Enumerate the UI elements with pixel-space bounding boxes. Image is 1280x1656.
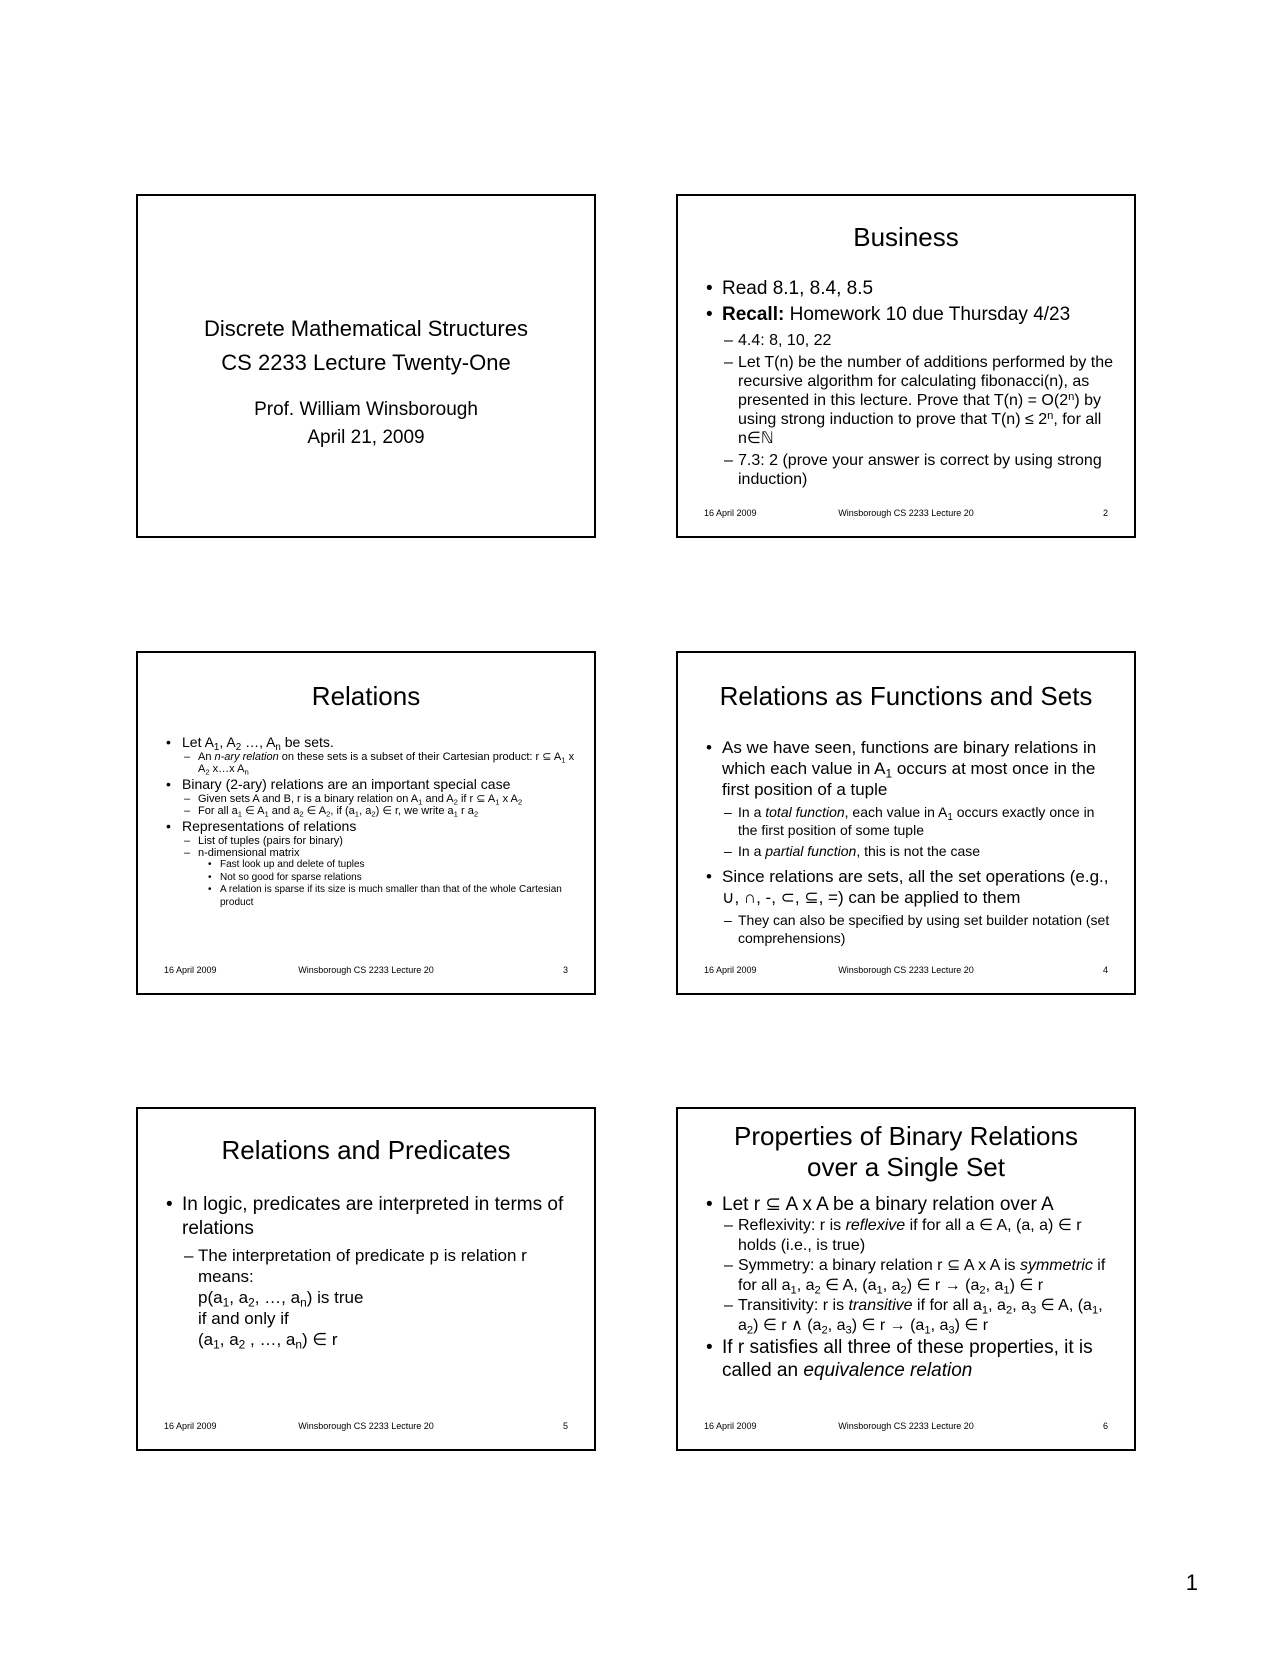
slide-number: 4 (1102, 965, 1108, 975)
sub-bullet: – The interpretation of predicate p is relation r means: (164, 1245, 576, 1287)
slide-3 (136, 651, 596, 995)
hw-item: – Let T(n) be the number of additions performed by the recursive algorithm for calculating fibonacci(n), as presented in this lecture. Prove that $T(n) = O(2^n)$ by using strong induction to prove that $T(n) \le 2^n$, for all n∈ℕ (704, 353, 1116, 448)
sub-bullet: – In a total function, each value in $A_1$ occurs exactly once in the first position of some tuple (704, 803, 1116, 839)
slide-6 (676, 1107, 1136, 1451)
sub-bullet-reflexivity: – Reflexivity: r is reflexive if for all a ∈ A, (a, a) ∈ r holds (i.e., is true) (704, 1216, 1116, 1256)
slide-1 (136, 194, 596, 538)
sub-sub-bullet: • Fast look up and delete of tuples (164, 859, 576, 872)
sub-bullet: – In a partial function, this is not the case (704, 842, 1116, 860)
slide-number: 2 (1102, 508, 1108, 518)
slide-footer (164, 1421, 568, 1433)
footer-date: 16 April 2009 (164, 965, 217, 975)
slide-title: Properties of Binary Relations over a Single Set (734, 1121, 1078, 1182)
sub-bullet: – For all $a_1$ ∈ $A_1$ and $a_2$ ∈ $A_2$, if ($a_1$, $a_2$) ∈ r, we write $a_1$ r $a_2$ (164, 805, 576, 817)
bullet: • As we have seen, functions are binary relations in which each value in $A_1$ occurs at most once in the first position of a tuple (704, 737, 1116, 800)
course-title-line1: Discrete Mathematical Structures (204, 316, 528, 341)
sub-bullet: – List of tuples (pairs for binary) (164, 835, 576, 847)
sub-bullet-symmetry: – Symmetry: a binary relation r ⊆ A x A is symmetric if for all $a_1$, $a_2$ ∈ A, ($a_1$, $a_2$) ∈ $r \to (a_2$, $a_1$) ∈ r (704, 1256, 1116, 1296)
footer-center: Winsborough CS 2233 Lecture 20 (838, 965, 974, 975)
bullet-read: • Read 8.1, 8.4, 8.5 (704, 276, 1116, 302)
slide-footer (704, 1421, 1108, 1433)
definition-line: if and only if (198, 1309, 289, 1328)
author: Prof. William Winsborough (254, 399, 478, 420)
footer-date: 16 April 2009 (704, 1421, 757, 1431)
sub-bullet: – They can also be specified by using set builder notation (set comprehensions) (704, 911, 1116, 947)
slide-number: 5 (562, 1421, 568, 1431)
bullet: • Representations of relations (164, 817, 576, 835)
bullet: • Since relations are sets, all the set operations (e.g., ∪, ∩, -, ⊂, ⊆, =) can be applied to them (704, 866, 1116, 908)
hw-item: – 4.4: 8, 10, 22 (704, 331, 1116, 350)
footer-date: 16 April 2009 (704, 508, 757, 518)
definition-line: $p(a_1$, $a_2$, …, $a_n$) is true (198, 1288, 364, 1310)
page-number: 1 (1185, 1570, 1198, 1595)
bullet: • In logic, predicates are interpreted in terms of relations (164, 1193, 576, 1241)
course-title (138, 312, 594, 380)
slide-footer (704, 965, 1108, 977)
footer-center: Winsborough CS 2233 Lecture 20 (838, 508, 974, 518)
sub-bullet: – An n-ary relation on these sets is a subset of their Cartesian product: r ⊆ $A_1$ x $A_2$ x…x $A_n$ (164, 751, 576, 775)
footer-center: Winsborough CS 2233 Lecture 20 (838, 1421, 974, 1431)
slide-title: Relations (311, 681, 421, 711)
lecture-date: April 21, 2009 (307, 427, 425, 448)
author-block (138, 396, 594, 452)
slide-body (164, 1193, 576, 1350)
slide-body (704, 737, 1116, 947)
slide-number: 6 (1102, 1421, 1108, 1431)
slide-5 (136, 1107, 596, 1451)
bullet: • Let $A_1$, $A_2$ …, $A_n$ be sets. (164, 733, 576, 751)
sub-sub-bullet: • A relation is sparse if its size is much smaller than that of the whole Cartesian product (164, 884, 576, 909)
course-title-line2: CS 2233 Lecture Twenty-One (221, 350, 511, 375)
bullet-recall: • Recall: Homework 10 due Thursday 4/23 (704, 302, 1116, 328)
bullet: • If r satisfies all three of these properties, it is called an equivalence relation (704, 1336, 1116, 1382)
footer-date: 16 April 2009 (704, 965, 757, 975)
sub-bullet-transitivity: – Transitivity: r is transitive if for all $a_1$, $a_2$, $a_3$ ∈ A, ($a_1$, $a_2$) ∈ r ∧ ($a_2$, $a_3$) ∈ $r \to (a_1$, $a_3$) ∈ r (704, 1296, 1116, 1336)
slide-body (164, 733, 576, 909)
bullet: • Binary (2-ary) relations are an important special case (164, 775, 576, 793)
sub-sub-bullet: • Not so good for sparse relations (164, 872, 576, 885)
slide-title: Business (853, 222, 959, 252)
slide-footer (704, 508, 1108, 520)
slide-body (704, 276, 1116, 489)
slide-footer (164, 965, 568, 977)
footer-center: Winsborough CS 2233 Lecture 20 (298, 965, 434, 975)
footer-date: 16 April 2009 (164, 1421, 217, 1431)
bullet: • Let r ⊆ A x A be a binary relation over A (704, 1193, 1116, 1216)
definition (164, 1287, 576, 1350)
slide-body (704, 1193, 1116, 1382)
sub-bullet: – Given sets A and B, r is a binary relation on $A_1$ and $A_2$ if r ⊆ $A_1$ x $A_2$ (164, 793, 576, 805)
slide-4 (676, 651, 1136, 995)
footer-center: Winsborough CS 2233 Lecture 20 (298, 1421, 434, 1431)
slide-2 (676, 194, 1136, 538)
hw-item: – 7.3: 2 (prove your answer is correct by using strong induction) (704, 451, 1116, 489)
definition-line: ($a_1$, $a_2$ , …, $a_n$) ∈ r (198, 1330, 338, 1352)
slide-title: Relations and Predicates (221, 1135, 511, 1165)
slide-title: Relations as Functions and Sets (719, 681, 1093, 711)
slide-number: 3 (562, 965, 568, 975)
sub-bullet: – n-dimensional matrix (164, 847, 576, 859)
